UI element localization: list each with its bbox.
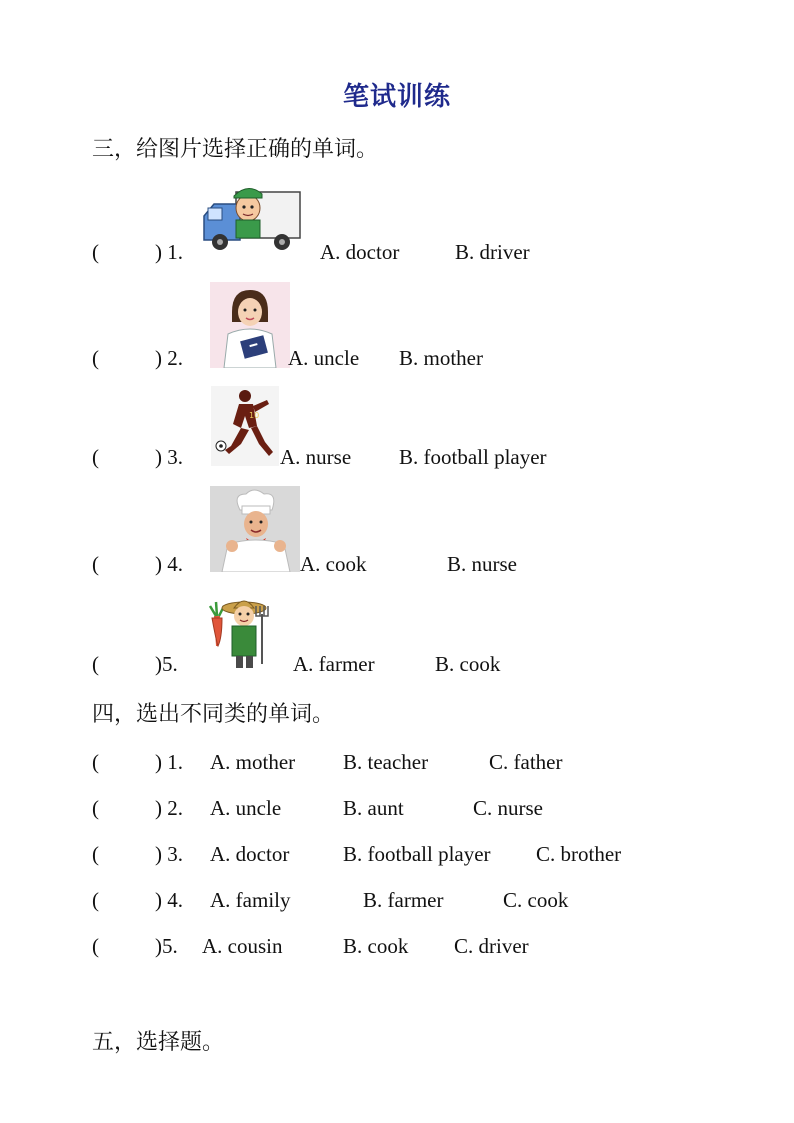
question-number: ) 2.	[155, 796, 183, 820]
option-a: A. nurse	[280, 445, 352, 469]
answer-blank-open: (	[92, 445, 99, 469]
section-5-heading: 五，选择题。	[92, 1030, 225, 1055]
question-number: ) 1.	[155, 240, 183, 264]
answer-blank-open: (	[92, 750, 99, 774]
option-b: B. football player	[399, 445, 547, 469]
answer-blank-open: (	[92, 346, 99, 370]
page-title: 笔试训练	[342, 82, 451, 112]
option-b: B. teacher	[343, 750, 429, 774]
question-number: ) 4.	[155, 888, 183, 912]
question-number: ) 4.	[155, 552, 183, 576]
answer-blank-open: (	[92, 240, 99, 264]
answer-blank-open: (	[92, 796, 99, 820]
question-number: )5.	[155, 652, 178, 676]
option-a: A. doctor	[210, 842, 290, 866]
answer-blank-open: (	[92, 934, 99, 958]
answer-blank-open: (	[92, 842, 99, 866]
doctor-woman-icon	[210, 282, 290, 368]
option-b: B. cook	[435, 652, 501, 676]
option-a: A. cook	[300, 552, 367, 576]
option-a: A. doctor	[320, 240, 400, 264]
option-a: A. cousin	[202, 934, 283, 958]
option-b: B. cook	[343, 934, 409, 958]
option-c: C. cook	[503, 888, 569, 912]
option-c: C. brother	[536, 842, 622, 866]
question-number: ) 1.	[155, 750, 183, 774]
option-a: A. mother	[210, 750, 296, 774]
svg-text:10: 10	[249, 411, 260, 420]
question-number: ) 2.	[155, 346, 183, 370]
option-a: A. uncle	[288, 346, 360, 370]
question-number: ) 3.	[155, 842, 183, 866]
driver-truck-icon	[200, 182, 304, 256]
section-4-heading: 四，选出不同类的单词。	[92, 702, 335, 727]
farmer-icon	[196, 594, 286, 674]
option-a: A. uncle	[210, 796, 282, 820]
option-c: C. driver	[454, 934, 529, 958]
option-c: C. nurse	[473, 796, 543, 820]
chef-icon	[210, 486, 300, 572]
question-number: )5.	[155, 934, 178, 958]
option-b: B. nurse	[447, 552, 517, 576]
option-b: B. mother	[399, 346, 483, 370]
option-b: B. aunt	[343, 796, 404, 820]
option-b: B. farmer	[363, 888, 444, 912]
option-a: A. family	[210, 888, 291, 912]
option-b: B. driver	[455, 240, 530, 264]
option-c: C. father	[489, 750, 563, 774]
answer-blank-open: (	[92, 888, 99, 912]
option-a: A. farmer	[293, 652, 375, 676]
option-b: B. football player	[343, 842, 491, 866]
answer-blank-open: (	[92, 552, 99, 576]
question-number: ) 3.	[155, 445, 183, 469]
section-3-heading: 三，给图片选择正确的单词。	[92, 137, 379, 162]
football-player-icon	[211, 386, 279, 466]
answer-blank-open: (	[92, 652, 99, 676]
